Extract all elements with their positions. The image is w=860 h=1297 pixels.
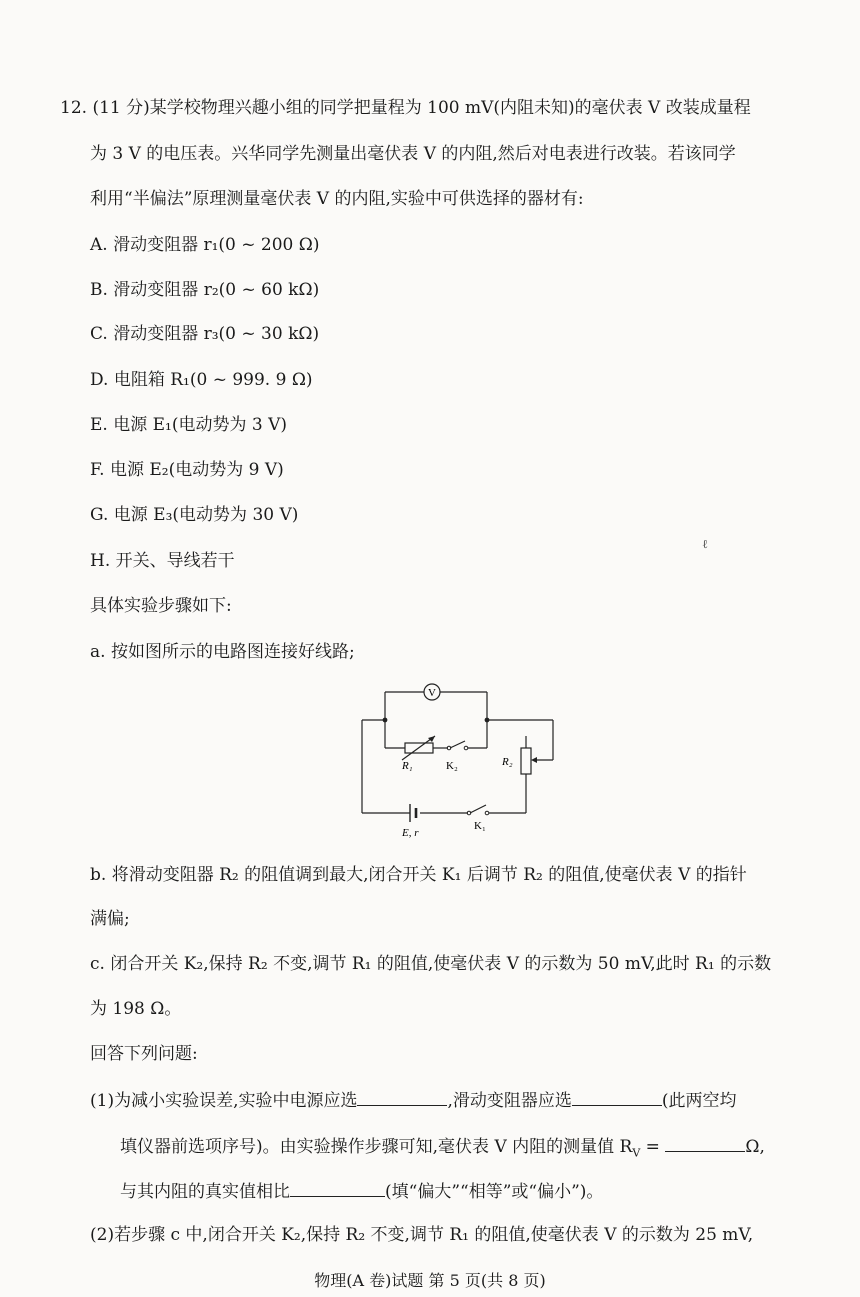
step-a: a. 按如图所示的电路图连接好线路;	[90, 642, 355, 662]
step-b-line-2: 满偏;	[90, 909, 130, 929]
option-a: A. 滑动变阻器 r₁(0 ~ 200 Ω)	[90, 235, 320, 255]
q1-text-b: ,滑动变阻器应选	[447, 1091, 572, 1111]
q1-line2-subscript: V	[632, 1146, 641, 1160]
step-c-line-2: 为 198 Ω。	[90, 999, 182, 1019]
r2-label: R₂	[502, 756, 513, 768]
answer-heading: 回答下列问题:	[90, 1044, 198, 1064]
q1-line2-text-c: Ω,	[745, 1137, 765, 1157]
q1-line2-text-a: 填仪器前选项序号)。由实验操作步骤可知,毫伏表 V 内阻的测量值 R	[120, 1137, 633, 1157]
voltmeter-label: V	[428, 687, 436, 699]
option-f: F. 电源 E₂(电动势为 9 V)	[90, 460, 284, 480]
q2-line-1: (2)若步骤 c 中,闭合开关 K₂,保持 R₂ 不变,调节 R₁ 的阻值,使毫伏表 V 的示数为 25 mV,	[90, 1225, 754, 1245]
margin-mark: ℓ	[702, 537, 708, 551]
q1-text-a: (1)为减小实验误差,实验中电源应选	[90, 1091, 358, 1111]
step-c-line-1: c. 闭合开关 K₂,保持 R₂ 不变,调节 R₁ 的阻值,使毫伏表 V 的示数为 50 mV,此时 R₁ 的示数	[90, 954, 772, 974]
q1-line-1	[90, 1087, 737, 1113]
q1-line2-text-b: =	[640, 1137, 666, 1157]
option-b: B. 滑动变阻器 r₂(0 ~ 60 kΩ)	[90, 280, 320, 300]
q1-line3-text-a: 与其内阻的真实值相比	[120, 1182, 290, 1202]
intro-line-2: 为 3 V 的电压表。兴华同学先测量出毫伏表 V 的内阻,然后对电表进行改装。若该同学	[90, 144, 736, 164]
option-c: C. 滑动变阻器 r₃(0 ~ 30 kΩ)	[90, 324, 320, 344]
q1-line-3	[120, 1178, 603, 1204]
k1-label: K₁	[474, 820, 486, 832]
option-h: H. 开关、导线若干	[90, 551, 235, 571]
blank-comparison[interactable]	[290, 1178, 385, 1197]
blank-measured-resistance[interactable]	[665, 1133, 745, 1152]
step-b-line-1: b. 将滑动变阻器 R₂ 的阻值调到最大,闭合开关 K₁ 后调节 R₂ 的阻值,使毫伏表 V 的指针	[90, 865, 747, 885]
r1-label: R₁	[402, 760, 413, 772]
q1-line3-text-b: (填“偏大”“相等”或“偏小”)。	[385, 1182, 604, 1202]
q1-line-2	[120, 1133, 765, 1165]
blank-power-source[interactable]	[357, 1087, 447, 1106]
option-e: E. 电源 E₁(电动势为 3 V)	[90, 415, 288, 435]
intro-line-1: 12. (11 分)某学校物理兴趣小组的同学把量程为 100 mV(内阻未知)的毫伏表 V 改装成量程	[60, 98, 751, 118]
option-g: G. 电源 E₃(电动势为 30 V)	[90, 505, 299, 525]
steps-heading: 具体实验步骤如下:	[90, 596, 232, 616]
source-label: E, r	[402, 827, 419, 839]
q1-text-c: (此两空均	[661, 1091, 737, 1111]
blank-rheostat[interactable]	[572, 1087, 662, 1106]
option-d: D. 电阻箱 R₁(0 ~ 999. 9 Ω)	[90, 370, 313, 390]
k2-label: K₂	[446, 760, 458, 772]
intro-line-3: 利用“半偏法”原理测量毫伏表 V 的内阻,实验中可供选择的器材有:	[90, 189, 584, 209]
page-footer: 物理(A 卷)试题 第 5 页(共 8 页)	[314, 1271, 546, 1290]
circuit-diagram	[350, 676, 570, 846]
